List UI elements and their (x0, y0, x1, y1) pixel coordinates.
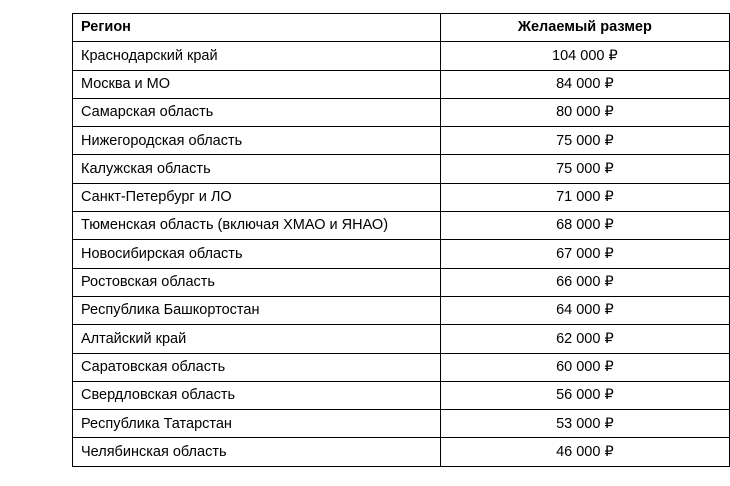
table-row (73, 325, 730, 353)
size-cell: 84 000 ₽ (440, 70, 729, 98)
region-cell: Самарская область (73, 98, 441, 126)
region-cell: Санкт-Петербург и ЛО (73, 183, 441, 211)
table-row (73, 296, 730, 324)
region-cell: Саратовская область (73, 353, 441, 381)
region-cell: Калужская область (73, 155, 441, 183)
region-cell: Республика Татарстан (73, 410, 441, 438)
region-cell: Нижегородская область (73, 127, 441, 155)
region-cell: Краснодарский край (73, 42, 441, 70)
size-cell: 67 000 ₽ (440, 240, 729, 268)
table-row (73, 127, 730, 155)
size-cell: 104 000 ₽ (440, 42, 729, 70)
table-row (73, 70, 730, 98)
region-cell: Новосибирская область (73, 240, 441, 268)
table-row (73, 42, 730, 70)
header-desired-size: Желаемый размер (440, 14, 729, 42)
salary-table (72, 13, 730, 467)
region-cell: Ростовская область (73, 268, 441, 296)
table-row (73, 212, 730, 240)
table-row (73, 155, 730, 183)
region-cell: Москва и МО (73, 70, 441, 98)
table-row (73, 98, 730, 126)
table-row (73, 240, 730, 268)
size-cell: 71 000 ₽ (440, 183, 729, 211)
region-cell: Челябинская область (73, 438, 441, 466)
table-row (73, 183, 730, 211)
region-cell: Республика Башкортостан (73, 296, 441, 324)
size-cell: 53 000 ₽ (440, 410, 729, 438)
region-cell: Тюменская область (включая ХМАО и ЯНАО) (73, 212, 441, 240)
size-cell: 62 000 ₽ (440, 325, 729, 353)
table-row (73, 410, 730, 438)
size-cell: 75 000 ₽ (440, 127, 729, 155)
size-cell: 68 000 ₽ (440, 212, 729, 240)
table-row (73, 438, 730, 466)
size-cell: 66 000 ₽ (440, 268, 729, 296)
header-region: Регион (73, 14, 441, 42)
table-row (73, 353, 730, 381)
size-cell: 80 000 ₽ (440, 98, 729, 126)
table-row (73, 381, 730, 409)
region-cell: Алтайский край (73, 325, 441, 353)
size-cell: 75 000 ₽ (440, 155, 729, 183)
size-cell: 64 000 ₽ (440, 296, 729, 324)
size-cell: 60 000 ₽ (440, 353, 729, 381)
size-cell: 46 000 ₽ (440, 438, 729, 466)
size-cell: 56 000 ₽ (440, 381, 729, 409)
region-cell: Свердловская область (73, 381, 441, 409)
table-header-row (73, 14, 730, 42)
table-row (73, 268, 730, 296)
